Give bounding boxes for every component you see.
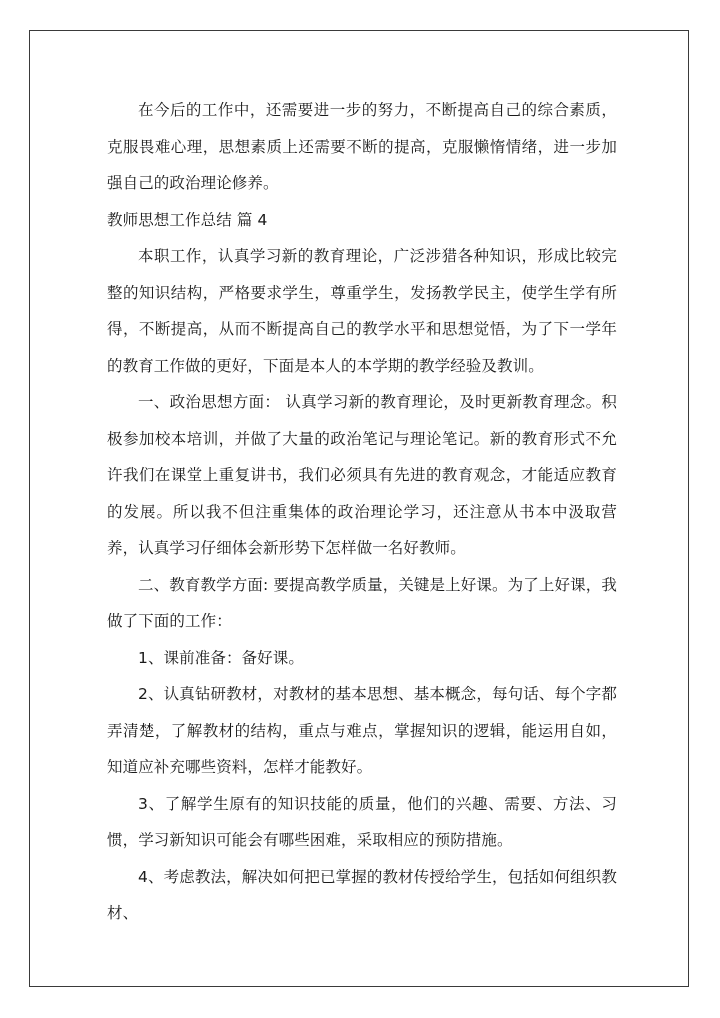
document-body xyxy=(107,92,617,932)
list-item-1: 1、课前准备：备好课。 xyxy=(138,648,304,667)
paragraph-teaching: 二、教育教学方面: 要提高教学质量，关键是上好课。为了上好课，我做了下面的工作： xyxy=(107,575,617,630)
section-heading: 教师思想工作总结 篇 4 xyxy=(107,210,268,229)
list-item-4: 4、考虑教法，解决如何把已掌握的教材传授给学生，包括如何组织教材、 xyxy=(107,867,617,922)
paragraph-political-thought: 一、政治思想方面： 认真学习新的教育理论，及时更新教育理念。积极参加校本培训，并做了大量的政治笔记与理论笔记。新的教育形式不允许我们在课堂上重复讲书，我们必须具有先进的教育观念，才能适应教育的发展。所以我不但注重集体的政治理论学习，还注意从书本中汲取营养，认真学习仔细体会新形势下怎样做一名好教师。 xyxy=(107,393,617,557)
paragraph-closing-remarks: 在今后的工作中，还需要进一步的努力，不断提高自己的综合素质，克服畏难心理，思想素质上还需要不断的提高，克服懒惰情绪，进一步加强自己的政治理论修养。 xyxy=(107,101,617,192)
list-item-3: 3、了解学生原有的知识技能的质量，他们的兴趣、需要、方法、习惯，学习新知识可能会有哪些困难，采取相应的预防措施。 xyxy=(107,794,617,849)
paragraph-intro: 本职工作，认真学习新的教育理论，广泛涉猎各种知识，形成比较完整的知识结构，严格要求学生，尊重学生，发扬教学民主，使学生学有所得，不断提高，从而不断提高自己的教学水平和思想觉悟，为了下一学年的教育工作做的更好，下面是本人的本学期的教学经验及教训。 xyxy=(107,247,617,375)
list-item-2: 2、认真钻研教材，对教材的基本思想、基本概念，每句话、每个字都弄清楚，了解教材的结构，重点与难点，掌握知识的逻辑，能运用自如，知道应补充哪些资料，怎样才能教好。 xyxy=(107,685,617,776)
